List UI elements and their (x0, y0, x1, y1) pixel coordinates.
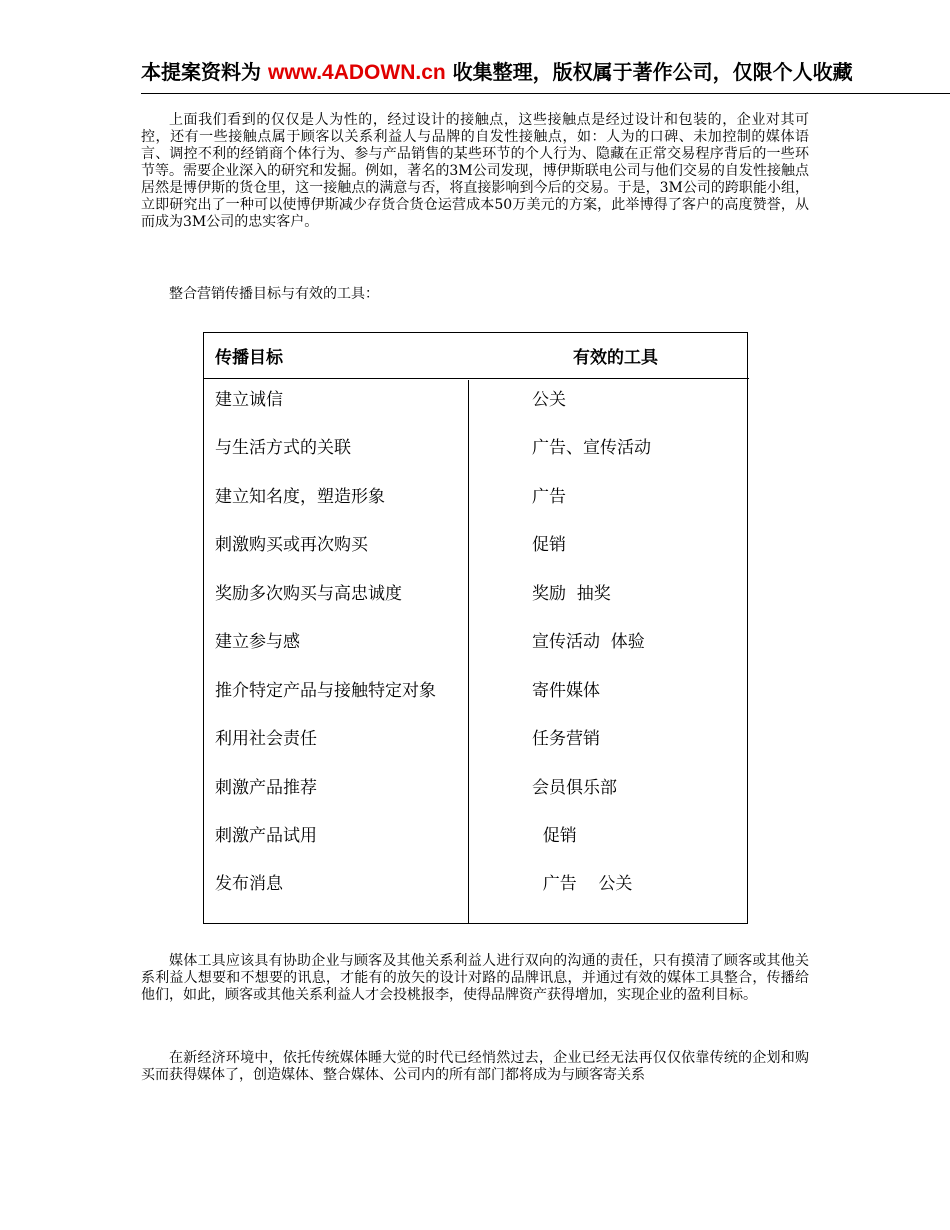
tool-cell: 广告 (532, 487, 566, 507)
tool-cell: 公关 (532, 390, 566, 410)
tool-cell: 会员俱乐部 (532, 778, 617, 798)
goal-cell: 奖励多次购买与高忠诚度 (215, 584, 402, 604)
table-row (203, 776, 748, 824)
header-brand-link[interactable]: www.4ADOWN.cn (267, 61, 446, 84)
tool-cell: 广告 公关 (532, 874, 633, 894)
header-suffix: 收集整理，版权属于著作公司，仅限个人收藏 (445, 60, 853, 84)
header-prefix: 本提案资料为 (141, 60, 268, 84)
goal-cell: 刺激产品推荐 (215, 778, 317, 798)
paragraph-table-intro: 整合营销传播目标与有效的工具： (169, 286, 379, 302)
tool-cell: 促销 (532, 826, 577, 846)
page-header (141, 58, 950, 87)
tool-cell: 奖励 抽奖 (532, 584, 611, 604)
goal-cell: 刺激产品试用 (215, 826, 317, 846)
goal-cell: 建立知名度，塑造形象 (215, 487, 385, 507)
paragraph-media-tools: 媒体工具应该具有协助企业与顾客及其他关系利益人进行双向的沟通的责任，只有摸清了顾客或其他关系利益人想要和不想要的讯息，才能有的放矢的设计对路的品牌讯息，并通过有效的媒体工具整合，传播给他们，如此，顾客或其他关系利益人才会投桃报李，使得品牌资产获得增加，实现企业的盈利目标。 (141, 953, 809, 1003)
goal-cell: 刺激购买或再次购买 (215, 535, 368, 555)
header-divider (141, 93, 950, 94)
tool-cell: 广告、宣传活动 (532, 438, 651, 458)
table-row (203, 485, 748, 533)
goal-cell: 建立参与感 (215, 632, 300, 652)
table-row (203, 436, 748, 484)
table-row (203, 533, 748, 581)
paragraph-new-economy: 在新经济环境中，依托传统媒体睡大觉的时代已经悄然过去，企业已经无法再仅仅依靠传统的企划和购买而获得媒体了，创造媒体、整合媒体、公司内的所有部门都将成为与顾客寄关系 (141, 1050, 809, 1083)
table-row (203, 872, 748, 920)
goals-tools-table (203, 332, 749, 379)
tool-cell: 宣传活动 体验 (532, 632, 645, 652)
table-row (203, 630, 748, 678)
goal-cell: 发布消息 (215, 874, 283, 894)
tool-cell: 促销 (532, 535, 566, 555)
table-header-row (203, 332, 749, 379)
goal-cell: 建立诚信 (215, 390, 283, 410)
goal-cell: 推介特定产品与接触特定对象 (215, 681, 436, 701)
goal-cell: 与生活方式的关联 (215, 438, 351, 458)
goal-cell: 利用社会责任 (215, 729, 317, 749)
table-row (203, 388, 748, 436)
tool-cell: 任务营销 (532, 729, 600, 749)
tool-cell: 寄件媒体 (532, 681, 600, 701)
table-row (203, 679, 748, 727)
paragraph-contact-points: 上面我们看到的仅仅是人为性的，经过设计的接触点，这些接触点是经过设计和包装的，企业对其可控，还有一些接触点属于顾客以关系利益人与品牌的自发性接触点，如：人为的口碑、未加控制的媒体语言、调控不利的经销商个体行为、参与产品销售的某些环节的个人行为、隐藏在正常交易程序背后的一些环节等。需要企业深入的研究和发掘。例如，著名的3M公司发现，博伊斯联电公司与他们交易的自发性接触点居然是博伊斯的货仓里，这一接触点的满意与否，将直接影响到今后的交易。于是，3M公司的跨职能小组，立即研究出了一种可以使博伊斯减少存货合货仓运营成本50万美元的方案，此举博得了客户的高度赞誉，从而成为3M公司的忠实客户。 (141, 112, 809, 230)
header-tool: 有效的工具 (480, 332, 749, 379)
table-row (203, 727, 748, 775)
table-row (203, 824, 748, 872)
header-goal: 传播目标 (203, 332, 480, 379)
table-row (203, 582, 748, 630)
